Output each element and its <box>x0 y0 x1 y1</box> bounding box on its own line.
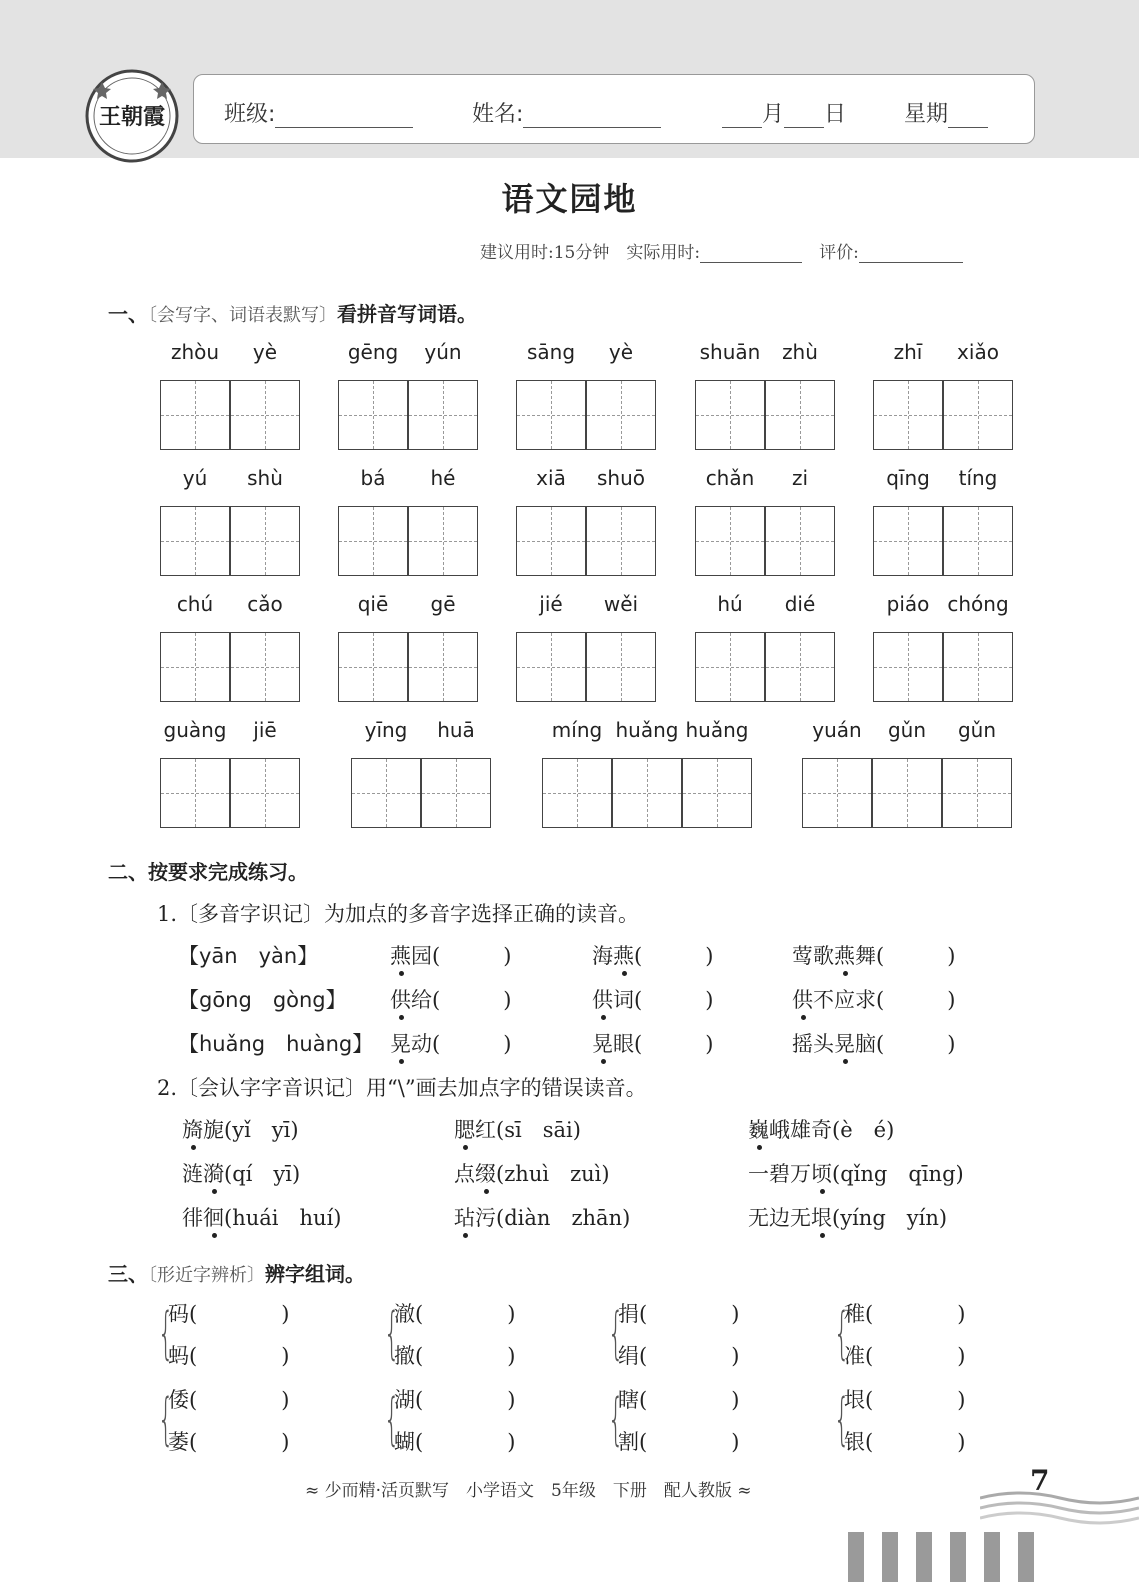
pinyin-options: 【gōng gòng】 <box>178 988 347 1012</box>
section2-heading: 二、按要求完成练习。 <box>108 860 308 884</box>
pinyin-syllable: huǎng <box>615 718 679 742</box>
grid-cell[interactable] <box>338 506 408 576</box>
polyphone-item[interactable]: 莺歌燕舞( ) <box>792 940 955 970</box>
polyphone-item[interactable]: 燕园( ) <box>390 940 511 970</box>
pronunciation-item[interactable]: 无边无垠(yíng yín) <box>748 1202 947 1232</box>
grid-cell[interactable] <box>765 506 835 576</box>
q1-label: 1.〔多音字识记〕为加点的多音字选择正确的读音。 <box>157 902 640 926</box>
pinyin-syllable: hé <box>430 466 456 490</box>
brace-symbol: { <box>833 1387 850 1452</box>
writing-grid[interactable] <box>873 380 1013 450</box>
writing-grid[interactable] <box>695 380 835 450</box>
brace-symbol: { <box>383 1301 400 1366</box>
pinyin-syllable: jiē <box>253 718 277 742</box>
pinyin-syllable: chǎn <box>705 466 755 490</box>
grid-cell[interactable] <box>230 380 300 450</box>
pinyin-syllable: piáo <box>886 592 930 616</box>
word-pair-item[interactable]: 准( ) <box>844 1344 966 1368</box>
grid-cell[interactable] <box>943 506 1013 576</box>
name-field[interactable]: 姓名: <box>472 97 661 128</box>
footer-text: ≈ 少而精·活页默写 小学语文 5年级 下册 配人教版 ≈ <box>305 1481 752 1501</box>
word-pair-item[interactable]: 萎( ) <box>168 1430 290 1454</box>
pinyin-syllable: jié <box>539 592 563 616</box>
edge-bar <box>848 1532 864 1582</box>
pronunciation-item[interactable]: 旖旎(yǐ yī) <box>182 1114 299 1144</box>
pinyin-syllable: gǔn <box>887 718 927 742</box>
word-pair-item[interactable]: 湖( ) <box>394 1388 516 1412</box>
pinyin-syllable: zi <box>791 466 809 490</box>
grid-cell[interactable] <box>408 506 478 576</box>
polyphone-item[interactable]: 晃动( ) <box>390 1028 511 1058</box>
class-field[interactable]: 班级: <box>224 97 413 128</box>
writing-grid[interactable] <box>802 758 1012 828</box>
pinyin-syllable: dié <box>784 592 816 616</box>
grid-cell[interactable] <box>516 632 586 702</box>
polyphone-item[interactable]: 摇头晃脑( ) <box>792 1028 955 1058</box>
q2-label: 2.〔会认字字音识记〕用“\”画去加点字的错误读音。 <box>157 1076 647 1100</box>
pinyin-syllable: cǎo <box>247 592 283 616</box>
pronunciation-item[interactable]: 涟漪(qí yī) <box>182 1158 300 1188</box>
word-pair-item[interactable]: 绢( ) <box>618 1344 740 1368</box>
pinyin-syllable: shuān <box>699 340 761 364</box>
page-number: 7 <box>1030 1464 1050 1497</box>
writing-grid[interactable] <box>695 632 835 702</box>
pinyin-syllable: chóng <box>947 592 1009 616</box>
word-pair-item[interactable]: 码( ) <box>168 1302 290 1326</box>
writing-grid[interactable] <box>516 380 656 450</box>
pinyin-syllable: yè <box>252 340 278 364</box>
pinyin-syllable: wěi <box>603 592 639 616</box>
word-pair-item[interactable]: 撤( ) <box>394 1344 516 1368</box>
writing-grid[interactable] <box>160 380 300 450</box>
writing-grid[interactable] <box>873 506 1013 576</box>
grid-cell[interactable] <box>230 506 300 576</box>
grid-cell[interactable] <box>351 758 421 828</box>
grid-cell[interactable] <box>338 632 408 702</box>
grid-cell[interactable] <box>873 380 943 450</box>
grid-cell[interactable] <box>160 632 230 702</box>
writing-grid[interactable] <box>695 506 835 576</box>
brace-symbol: { <box>157 1387 174 1452</box>
edge-bar <box>950 1532 966 1582</box>
section3-heading: 三、〔形近字辨析〕辨字组词。 <box>108 1262 365 1286</box>
word-pair-item[interactable]: 垠( ) <box>844 1388 966 1412</box>
word-pair-item[interactable]: 倭( ) <box>168 1388 290 1412</box>
grid-cell[interactable] <box>695 632 765 702</box>
grid-cell[interactable] <box>612 758 682 828</box>
writing-grid[interactable] <box>160 506 300 576</box>
grid-cell[interactable] <box>230 758 300 828</box>
pinyin-syllable: shuō <box>596 466 645 490</box>
word-pair-item[interactable]: 割( ) <box>618 1430 740 1454</box>
pinyin-syllable: guàng <box>163 718 227 742</box>
pronunciation-item[interactable]: 腮红(sī sāi) <box>454 1114 581 1144</box>
grid-cell[interactable] <box>586 380 656 450</box>
wave-decoration <box>980 1486 1139 1526</box>
grid-cell[interactable] <box>338 380 408 450</box>
pronunciation-item[interactable]: 点缀(zhuì zuì) <box>454 1158 610 1188</box>
grid-cell[interactable] <box>765 380 835 450</box>
pinyin-options: 【yān yàn】 <box>178 944 319 968</box>
word-pair-item[interactable]: 捐( ) <box>618 1302 740 1326</box>
grid-cell[interactable] <box>421 758 491 828</box>
pronunciation-item[interactable]: 巍峨雄奇(è é) <box>748 1114 894 1144</box>
grid-cell[interactable] <box>872 758 942 828</box>
edge-bar <box>984 1532 1000 1582</box>
edge-bar <box>1018 1532 1034 1582</box>
grid-cell[interactable] <box>695 380 765 450</box>
pinyin-syllable: chú <box>176 592 214 616</box>
pinyin-syllable: yīng <box>364 718 408 742</box>
pinyin-options: 【huǎng huàng】 <box>178 1032 374 1056</box>
brace-symbol: { <box>157 1301 174 1366</box>
pinyin-syllable: huǎng <box>685 718 749 742</box>
pinyin-syllable: gē <box>430 592 456 616</box>
writing-grid[interactable] <box>338 380 478 450</box>
grid-cell[interactable] <box>160 506 230 576</box>
pronunciation-item[interactable]: 玷污(diàn zhān) <box>454 1202 630 1232</box>
pinyin-syllable: yuán <box>812 718 862 742</box>
pinyin-syllable: hú <box>717 592 743 616</box>
grid-cell[interactable] <box>408 632 478 702</box>
weekday-field[interactable]: 星期 <box>904 97 988 128</box>
pinyin-syllable: qiē <box>357 592 389 616</box>
pinyin-syllable: yún <box>424 340 462 364</box>
word-pair-item[interactable]: 澈( ) <box>394 1302 516 1326</box>
writing-grid[interactable] <box>338 506 478 576</box>
edge-bar <box>882 1532 898 1582</box>
pinyin-syllable: tíng <box>958 466 998 490</box>
date-field[interactable]: 月 日 <box>722 97 846 128</box>
section1-heading: 一、〔会写字、词语表默写〕看拼音写词语。 <box>108 302 477 326</box>
grid-cell[interactable] <box>695 506 765 576</box>
brace-symbol: { <box>607 1301 624 1366</box>
writing-grid[interactable] <box>516 506 656 576</box>
grid-cell[interactable] <box>230 632 300 702</box>
writing-grid[interactable] <box>542 758 752 828</box>
word-pair-item[interactable]: 瞎( ) <box>618 1388 740 1412</box>
grid-cell[interactable] <box>160 758 230 828</box>
page-title: 语文园地 <box>501 180 638 218</box>
grid-cell[interactable] <box>802 758 872 828</box>
writing-grid[interactable] <box>338 632 478 702</box>
brace-symbol: { <box>383 1387 400 1452</box>
writing-grid[interactable] <box>351 758 491 828</box>
polyphone-item[interactable]: 供词( ) <box>592 984 713 1014</box>
grid-cell[interactable] <box>765 632 835 702</box>
word-pair-item[interactable]: 蚂( ) <box>168 1344 290 1368</box>
writing-grid[interactable] <box>160 758 300 828</box>
grid-cell[interactable] <box>943 632 1013 702</box>
brace-symbol: { <box>607 1387 624 1452</box>
timing-line: 建议用时:15分钟 实际用时: 评价: <box>480 238 963 263</box>
pronunciation-item[interactable]: 徘徊(huái huí) <box>182 1202 342 1232</box>
pinyin-syllable: yú <box>182 466 208 490</box>
word-pair-item[interactable]: 银( ) <box>844 1430 966 1454</box>
student-info-box <box>193 74 1035 144</box>
pinyin-syllable: shù <box>247 466 283 490</box>
pinyin-syllable: qīng <box>886 466 930 490</box>
word-pair-item[interactable]: 稚( ) <box>844 1302 966 1326</box>
grid-cell[interactable] <box>586 506 656 576</box>
writing-grid[interactable] <box>160 632 300 702</box>
pinyin-syllable: míng <box>551 718 603 742</box>
polyphone-item[interactable]: 海燕( ) <box>592 940 713 970</box>
pronunciation-item[interactable]: 一碧万顷(qǐng qīng) <box>748 1158 964 1188</box>
writing-grid[interactable] <box>516 632 656 702</box>
writing-grid[interactable] <box>873 632 1013 702</box>
grid-cell[interactable] <box>542 758 612 828</box>
grid-cell[interactable] <box>943 380 1013 450</box>
brace-symbol: { <box>833 1301 850 1366</box>
polyphone-item[interactable]: 晃眼( ) <box>592 1028 713 1058</box>
grid-cell[interactable] <box>873 632 943 702</box>
word-pair-item[interactable]: 蝴( ) <box>394 1430 516 1454</box>
logo-seal <box>84 68 180 164</box>
grid-cell[interactable] <box>942 758 1012 828</box>
grid-cell[interactable] <box>873 506 943 576</box>
grid-cell[interactable] <box>516 380 586 450</box>
pinyin-syllable: bá <box>360 466 386 490</box>
pinyin-syllable: xiǎo <box>957 340 999 364</box>
pinyin-syllable: gǔn <box>957 718 997 742</box>
pinyin-syllable: huā <box>437 718 475 742</box>
edge-bar <box>916 1532 932 1582</box>
grid-cell[interactable] <box>586 632 656 702</box>
pinyin-syllable: yè <box>608 340 634 364</box>
pinyin-syllable: zhù <box>782 340 818 364</box>
pinyin-syllable: xiā <box>536 466 566 490</box>
grid-cell[interactable] <box>408 380 478 450</box>
grid-cell[interactable] <box>516 506 586 576</box>
grid-cell[interactable] <box>160 380 230 450</box>
svg-text:王朝霞: 王朝霞 <box>98 104 166 130</box>
polyphone-item[interactable]: 供不应求( ) <box>792 984 955 1014</box>
pinyin-syllable: zhòu <box>170 340 220 364</box>
pinyin-syllable: sāng <box>526 340 576 364</box>
polyphone-item[interactable]: 供给( ) <box>390 984 511 1014</box>
pinyin-syllable: gēng <box>347 340 399 364</box>
grid-cell[interactable] <box>682 758 752 828</box>
pinyin-syllable: zhī <box>893 340 923 364</box>
